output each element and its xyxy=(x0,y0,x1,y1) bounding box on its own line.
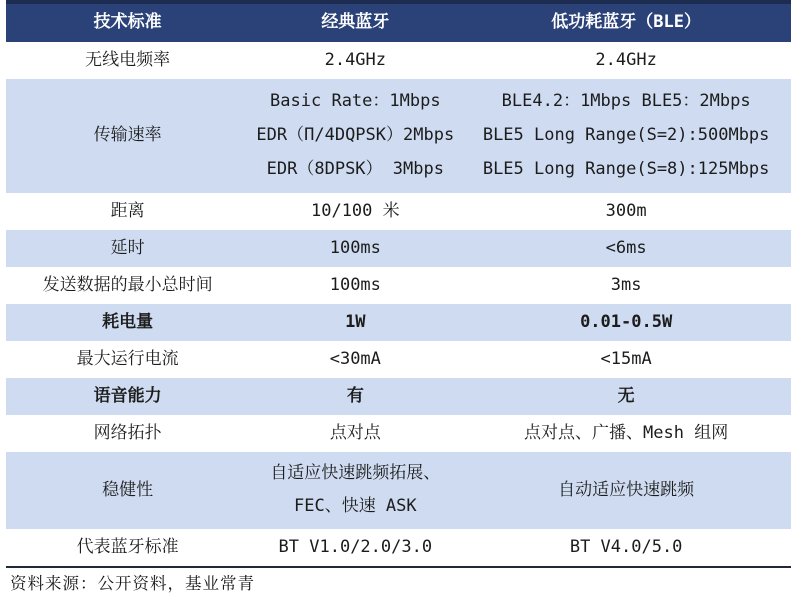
header-ble: 低功耗蓝牙（BLE） xyxy=(551,12,701,33)
ble-value: 自动适应快速跳频 xyxy=(558,479,695,500)
source-note: 资料来源：公开资料，基业常青 xyxy=(10,574,255,593)
table-row-power-consumption xyxy=(6,304,791,341)
ble-value-line: BLE5 Long Range(S=2):500Mbps xyxy=(482,125,770,146)
header-tech-standard: 技术标准 xyxy=(93,12,162,33)
row-label: 发送数据的最小总时间 xyxy=(42,274,213,295)
classic-value: 100ms xyxy=(329,274,381,295)
ble-value: <6ms xyxy=(605,237,647,258)
row-label: 距离 xyxy=(110,200,145,221)
table-row-distance xyxy=(6,193,791,230)
classic-value: 有 xyxy=(346,385,364,406)
row-label: 最大运行电流 xyxy=(76,348,179,369)
classic-value-line: 自适应快速跳频拓展、 xyxy=(270,463,441,484)
ble-value: BT V4.0/5.0 xyxy=(569,536,683,557)
table-row-transfer-rate xyxy=(6,79,791,193)
ble-value: <15mA xyxy=(600,348,652,369)
table-row-radio-frequency xyxy=(6,42,791,79)
table-row-min-send-time xyxy=(6,267,791,304)
classic-value xyxy=(249,79,461,193)
row-label: 网络拓扑 xyxy=(93,422,162,443)
row-label: 延时 xyxy=(110,237,145,258)
classic-value-line: Basic Rate：1Mbps xyxy=(270,91,441,112)
ble-value: 0.01-0.5W xyxy=(580,311,673,332)
classic-value: 100ms xyxy=(329,237,381,258)
classic-value: 1W xyxy=(345,311,366,332)
row-label: 稳健性 xyxy=(102,479,154,500)
table-row-voice-capability xyxy=(6,378,791,415)
classic-value xyxy=(249,452,461,529)
classic-value-line: EDR（Π/4DQPSK）2Mbps xyxy=(256,125,455,146)
table-row-robustness xyxy=(6,452,791,529)
ble-value xyxy=(461,79,791,193)
table-row-latency xyxy=(6,230,791,267)
table-row-max-current xyxy=(6,341,791,378)
row-label: 语音能力 xyxy=(93,385,162,406)
row-label: 耗电量 xyxy=(102,311,154,332)
ble-value: 300m xyxy=(605,200,647,221)
header-classic-bluetooth: 经典蓝牙 xyxy=(321,12,390,33)
ble-value: 2.4GHz xyxy=(595,49,657,70)
ble-value-line: BLE5 Long Range(S=8):125Mbps xyxy=(482,159,770,180)
classic-value: 点对点 xyxy=(329,422,381,443)
classic-value-line: FEC、快速 ASK xyxy=(293,495,417,516)
ble-value: 3ms xyxy=(610,274,642,295)
ble-value-line: BLE4.2：1Mbps BLE5：2Mbps xyxy=(501,91,751,112)
classic-value: BT V1.0/2.0/3.0 xyxy=(278,536,433,557)
table-header-row xyxy=(6,0,791,42)
row-label: 无线电频率 xyxy=(85,49,171,70)
bluetooth-comparison-table xyxy=(6,0,791,568)
row-label: 传输速率 xyxy=(93,125,162,146)
row-label: 代表蓝牙标准 xyxy=(76,536,179,557)
classic-value: 10/100 米 xyxy=(310,200,400,221)
table-row-network-topology xyxy=(6,415,791,452)
ble-value: 点对点、广播、Mesh 组网 xyxy=(524,422,729,443)
table-row-representative-standards xyxy=(6,529,791,566)
ble-value: 无 xyxy=(617,385,635,406)
classic-value-line: EDR（8DPSK） 3Mbps xyxy=(266,159,444,180)
classic-value: <30mA xyxy=(329,348,381,369)
classic-value: 2.4GHz xyxy=(324,49,387,70)
